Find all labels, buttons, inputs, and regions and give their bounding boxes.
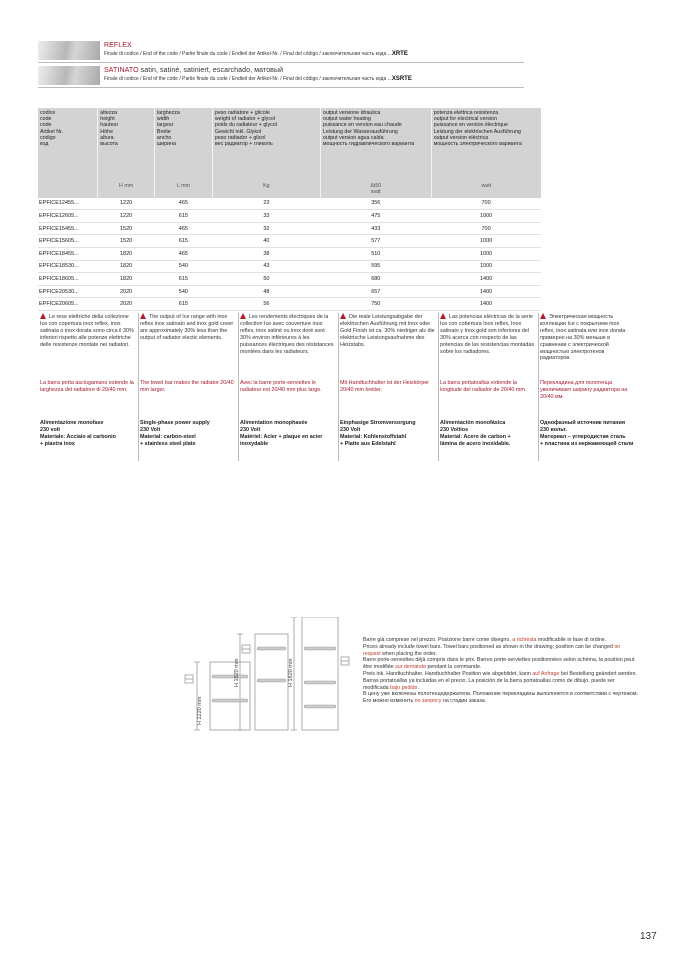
table-cell: 510 bbox=[320, 248, 431, 261]
header-line: мощность гидравлического варианта bbox=[322, 141, 415, 148]
towel-bar-width-note bbox=[140, 380, 235, 394]
table-cell: 433 bbox=[320, 222, 431, 235]
product-code: EPFICE15455... bbox=[38, 222, 98, 235]
on-request-text: по запросу bbox=[414, 698, 442, 705]
radiator-outline-1220 bbox=[210, 662, 250, 730]
header-line: output version eléctrica bbox=[433, 134, 489, 141]
table-cell: 540 bbox=[154, 285, 212, 298]
power-supply-note-text: Single-phase power supply 230 Volt Material: carbon-steel + stainless steel plate bbox=[140, 420, 210, 447]
power-supply-note bbox=[340, 420, 435, 448]
warning-note bbox=[140, 313, 235, 342]
product-code: EPFICE18605... bbox=[38, 273, 98, 286]
table-cell: 38 bbox=[212, 248, 320, 261]
power-supply-note bbox=[540, 420, 635, 448]
table-row bbox=[38, 222, 541, 235]
header-line: altura bbox=[100, 134, 114, 141]
table-body bbox=[38, 198, 541, 311]
power-supply-note-text: Alimentación monofásica 230 Voltios Material: Acero de carbon + lámina de acero inoxidable. bbox=[440, 420, 511, 447]
header-line: мощность электрического варианта bbox=[433, 141, 522, 148]
table-cell: 50 bbox=[212, 273, 320, 286]
on-request-text: auf Anfrage bbox=[532, 670, 560, 677]
warning-note bbox=[540, 313, 635, 362]
towel-bar bbox=[257, 679, 286, 682]
note-text: Barras portatoallas ya incluidas en el precio. La posición de la barra portatoallas como de dibujo, puede ser modificada bbox=[363, 677, 615, 691]
table-cell: 750 bbox=[320, 298, 431, 311]
table-row bbox=[38, 260, 541, 273]
note-text: pendant la commande. bbox=[426, 664, 482, 671]
column-header bbox=[212, 108, 320, 198]
towel-bar bbox=[304, 705, 336, 708]
note-text: Prices already include towel bars. Towel bars positioned as shown in the drawing; position can be changed bbox=[363, 643, 615, 650]
note-text: when placing the order. bbox=[380, 650, 437, 657]
header-line: code bbox=[40, 122, 52, 129]
product-code: EPFICE20530... bbox=[38, 285, 98, 298]
table-cell: 43 bbox=[212, 260, 320, 273]
on-request-text: a richiesta bbox=[512, 637, 537, 643]
table-cell: 1400 bbox=[431, 273, 541, 286]
note-paragraph bbox=[363, 691, 638, 705]
table-cell: 1220 bbox=[98, 198, 155, 210]
finish-name-reflex: REFLEX bbox=[104, 42, 132, 49]
height-label-1820: H 1820 mm bbox=[288, 658, 294, 687]
table-cell: 465 bbox=[154, 198, 212, 210]
reflex-swatch bbox=[38, 41, 100, 60]
note-paragraph bbox=[363, 644, 638, 658]
note-text: Preis ink. Handtuchhalter. Handtuchhalter Position wie abgebildet, kann bbox=[363, 670, 533, 677]
table-cell: 615 bbox=[154, 210, 212, 223]
table-cell: 465 bbox=[154, 222, 212, 235]
table-cell: 23 bbox=[212, 198, 320, 210]
table-cell: 615 bbox=[154, 273, 212, 286]
header-line: largeur bbox=[156, 122, 174, 129]
towel-bar-width-note bbox=[240, 380, 335, 394]
table-cell: 475 bbox=[320, 210, 431, 223]
table-cell: 1000 bbox=[431, 260, 541, 273]
column-divider bbox=[338, 313, 339, 461]
header-line: potenza elettrica resistenza bbox=[433, 110, 499, 116]
table-cell: 680 bbox=[320, 273, 431, 286]
table-cell: 465 bbox=[154, 248, 212, 261]
note-text: Barre porte-serviettes déjà compris dans le prix. Barres porte-serviettes positionnées selon schéma, la position peut être modifiée bbox=[363, 657, 635, 671]
header-line: код bbox=[40, 141, 49, 148]
header-line: width bbox=[156, 116, 170, 123]
product-code: EPFICE15605... bbox=[38, 235, 98, 248]
product-code: EPFICE20605... bbox=[38, 298, 98, 311]
table-cell: 615 bbox=[154, 298, 212, 311]
on-request-text: sur demande bbox=[395, 664, 427, 671]
radiator-outline-1820 bbox=[302, 617, 338, 730]
product-code: EPFICE18530... bbox=[38, 260, 98, 273]
towel-bar bbox=[212, 699, 248, 702]
column-divider bbox=[238, 313, 239, 461]
note-paragraph bbox=[363, 678, 638, 692]
power-supply-note bbox=[240, 420, 335, 448]
finish-code-line-reflex: Finale di codice / End of the code / Partie finale du code / Endteil der Artikel-Nr. / Final del código / заключительная часть кода ...XRTE bbox=[104, 51, 408, 57]
power-supply-note-text: Alimentazione monofase 230 volt Materiale: Acciaio al carbonio + piastra inox bbox=[40, 420, 116, 447]
table-cell: 1400 bbox=[431, 298, 541, 311]
towel-bar-width-note-text: Перекладина для полотенца увеличивает ширину радиатора на 20/40 мм. bbox=[540, 380, 628, 400]
warning-note bbox=[340, 313, 435, 349]
page-number: 137 bbox=[640, 931, 657, 942]
header-line: hauteur bbox=[100, 122, 119, 129]
table-cell: 48 bbox=[212, 285, 320, 298]
product-code: EPFICE18455... bbox=[38, 248, 98, 261]
towel-bar-width-note-text: La barra porta asciugamano estende la larghezza del radiatore di 20/40 mm. bbox=[40, 380, 134, 393]
table-cell: 1400 bbox=[431, 285, 541, 298]
warning-note bbox=[240, 313, 335, 355]
note-text: . bbox=[417, 684, 419, 691]
header-line: altezza bbox=[100, 110, 118, 116]
header-line: codice bbox=[40, 110, 56, 116]
power-supply-note-text: Einphasige Stromversorgung 230 Volt Material: Kohlenstoffstahl + Platte aus Edelstahl bbox=[340, 420, 416, 447]
satinato-swatch bbox=[38, 66, 100, 85]
header-line: Höhe bbox=[100, 128, 113, 135]
towel-bar-width-note-text: The towel bar makes the radiator 20/40 mm larger. bbox=[140, 380, 234, 393]
header-line: ширина bbox=[156, 141, 176, 148]
table-cell: 1000 bbox=[431, 235, 541, 248]
table-row bbox=[38, 285, 541, 298]
header-line: Leistung der elektrischen Ausführung bbox=[433, 128, 521, 135]
towel-bar-width-note-text: Avec la barre porte-serviettes le radiateur est 20/40 mm plus large. bbox=[240, 380, 322, 393]
table-row bbox=[38, 273, 541, 286]
divider bbox=[38, 87, 524, 88]
header-line: code bbox=[40, 116, 52, 123]
towel-bar-width-note-text: Mit Handtuchhalter ist der Heizkörper 20/40 mm breiter. bbox=[340, 380, 429, 393]
towel-bar bbox=[257, 647, 286, 650]
warning-note-text: Le rese elettriche della collezione Ice con copertura inox reflex, inox satinata o inox dorata sono circa il 30% inferiori rispetto alle potenze elettriche delle resistenze montate nei radiatori. bbox=[40, 314, 134, 348]
note-text: bei Bestellung geändert werden. bbox=[559, 670, 637, 677]
column-header bbox=[98, 108, 155, 198]
header-line: peso radiador + glicol bbox=[214, 134, 266, 141]
header-line: peso radiatore + glicole bbox=[214, 110, 270, 116]
height-label-1520: H 1520 mm bbox=[234, 658, 240, 687]
header-line: ancho bbox=[156, 134, 172, 141]
column-header bbox=[38, 108, 98, 198]
finish-name-satinato: SATINATO satin, satiné, satiniert, escarchado, матовый bbox=[104, 67, 284, 74]
header-line: output version agua calda bbox=[322, 134, 384, 141]
header-line: puissance en version eau chaude bbox=[322, 122, 402, 129]
table-cell: 700 bbox=[431, 198, 541, 210]
power-supply-note-text: Alimentation monophasée 230 Volt Matériel: Acier + plaque en acier inoxydable bbox=[240, 420, 323, 447]
header-line: output for electrical version bbox=[433, 116, 498, 123]
power-supply-note bbox=[440, 420, 535, 448]
table-cell: 2020 bbox=[98, 298, 155, 311]
towel-bar bbox=[304, 647, 336, 650]
warning-icon bbox=[140, 313, 146, 319]
table-cell: 1520 bbox=[98, 235, 155, 248]
table-cell: 32 bbox=[212, 222, 320, 235]
product-code: EPFICE12455... bbox=[38, 198, 98, 210]
column-header bbox=[320, 108, 431, 198]
header-line: высота bbox=[100, 141, 118, 148]
header-line: larghezza bbox=[156, 110, 180, 116]
warning-note-text: Les rendements électriques de la collection Ice avec couverture inox reflex, inox satiné ou inox doré sont 30% environ inférieures à les puissances électriques des résistances montées dans les radiateurs. bbox=[240, 314, 334, 355]
header-line: height bbox=[100, 116, 115, 123]
header-line: output water heating bbox=[322, 116, 371, 123]
spec-table bbox=[38, 108, 541, 311]
table-cell: 1000 bbox=[431, 248, 541, 261]
warning-note-text: Die reale Leistungsabgabe der elektrischen Ausführung mit Inox oder Gold Finish ist ca. 30% niedriger als die elektrische Leistungsaufnahme des Heizstabs. bbox=[340, 314, 435, 348]
column-header bbox=[154, 108, 212, 198]
table-row bbox=[38, 235, 541, 248]
power-supply-note bbox=[40, 420, 135, 448]
divider bbox=[38, 62, 524, 63]
power-supply-note-text: Однофазный источник питания 230 вольт. Материал – углеродистая сталь + пластина из нержавеющей стали bbox=[540, 420, 634, 447]
table-cell: 1520 bbox=[98, 222, 155, 235]
note-paragraph bbox=[363, 637, 638, 644]
on-request-text: on request bbox=[363, 643, 621, 657]
product-code: EPFICE12605... bbox=[38, 210, 98, 223]
warning-icon bbox=[440, 313, 446, 319]
warning-note-text: Las potencias eléctricas de la serie Ice con cobertura Inox reflex, Inox satinato y Inox gold son inferiores del 30% acerca con respecto de las potencias de las resistencias montadas sobre los radiadores. bbox=[440, 314, 535, 355]
table-cell: 595 bbox=[320, 260, 431, 273]
table-header-row bbox=[38, 108, 541, 198]
table-cell: 1820 bbox=[98, 248, 155, 261]
table-cell: 1000 bbox=[431, 210, 541, 223]
header-line: Leistung der Wasserausführung bbox=[322, 128, 398, 135]
warning-icon bbox=[340, 313, 346, 319]
column-unit: Kg bbox=[263, 183, 270, 190]
header-line: Breite bbox=[156, 128, 171, 135]
column-header bbox=[431, 108, 541, 198]
warning-note-text: The output of Ice range with inox reflex inox satinato and inox gold cover are approximately 30% less than the output of radiator electic elements. bbox=[140, 314, 234, 341]
table-cell: 33 bbox=[212, 210, 320, 223]
header-line: weight of radiator + glycol bbox=[214, 116, 276, 123]
column-unit: H mm bbox=[119, 183, 134, 190]
note-text: Barre già comprese nel prezzo. Posizione barre come disegno, bbox=[363, 637, 513, 643]
header-line: codigo bbox=[40, 134, 56, 141]
warning-note bbox=[40, 313, 135, 349]
towel-bar bbox=[304, 681, 336, 684]
header-line: output versione idraulica bbox=[322, 110, 381, 116]
header-line: poids du radiateur + glycol bbox=[214, 122, 277, 129]
warning-icon bbox=[40, 313, 46, 319]
towel-bar-width-note bbox=[40, 380, 135, 394]
warning-note-text: Электрическая мощность коллекции Ice с покрытием inox reflex, inox satinata или inox dorata примерно на 30% меньше в сравнении с электрической мощностью электротенов радиаторов. bbox=[540, 314, 626, 362]
note-text: modificabile in fase di ordine. bbox=[536, 637, 607, 643]
radiator-drawing bbox=[170, 617, 360, 732]
table-row bbox=[38, 248, 541, 261]
height-label-1220: H 1220 mm bbox=[197, 696, 203, 725]
table-cell: 356 bbox=[320, 198, 431, 210]
towel-bar-width-note bbox=[340, 380, 435, 394]
table-cell: 2020 bbox=[98, 285, 155, 298]
table-row bbox=[38, 198, 541, 210]
table-cell: 56 bbox=[212, 298, 320, 311]
column-divider bbox=[138, 313, 139, 461]
table-cell: 577 bbox=[320, 235, 431, 248]
towel-bar-width-note bbox=[540, 380, 635, 401]
towel-bar-width-note-text: La barra portatoallas extiende la longitude del radiador de 20/40 mm. bbox=[440, 380, 527, 393]
column-unit: watt bbox=[481, 183, 492, 190]
column-unit: Δt50 watt bbox=[370, 183, 382, 196]
note-paragraph bbox=[363, 657, 638, 671]
towel-bar bbox=[212, 675, 248, 678]
towel-bar-note bbox=[363, 637, 638, 705]
header-line: Artikel Nr. bbox=[40, 128, 63, 135]
note-text: на стадии заказа. bbox=[441, 698, 487, 705]
header-line: Gewicht inkl. Glykol bbox=[214, 128, 262, 135]
warning-note bbox=[440, 313, 535, 355]
column-divider bbox=[438, 313, 439, 461]
header-line: вес радиатор + гликоль bbox=[214, 141, 273, 148]
table-row bbox=[38, 210, 541, 223]
table-cell: 40 bbox=[212, 235, 320, 248]
warning-icon bbox=[540, 313, 546, 319]
note-text: В цену уже включены полотенцедержатели. Положение перекладины выполняется в соответствии с чертежом. Его можно изменить bbox=[363, 691, 638, 705]
power-supply-note bbox=[140, 420, 235, 448]
column-divider bbox=[538, 313, 539, 461]
note-paragraph bbox=[363, 671, 638, 678]
table-cell: 1820 bbox=[98, 260, 155, 273]
table-cell: 700 bbox=[431, 222, 541, 235]
header-line: puissance en version électrique bbox=[433, 122, 508, 129]
table-cell: 540 bbox=[154, 260, 212, 273]
table-cell: 657 bbox=[320, 285, 431, 298]
warning-icon bbox=[240, 313, 246, 319]
table-cell: 1820 bbox=[98, 273, 155, 286]
table-cell: 1220 bbox=[98, 210, 155, 223]
table-cell: 615 bbox=[154, 235, 212, 248]
towel-bar-width-note bbox=[440, 380, 535, 394]
finish-code-line-satinato: Finale di codice / End of the code / Partie finale du code / Endteil der Artikel-Nr. / Final del código / заключительная часть кода ...XSRTE bbox=[104, 76, 412, 82]
table-row bbox=[38, 298, 541, 311]
column-unit: L mm bbox=[176, 183, 190, 190]
on-request-text: bajo pedido bbox=[390, 684, 418, 691]
